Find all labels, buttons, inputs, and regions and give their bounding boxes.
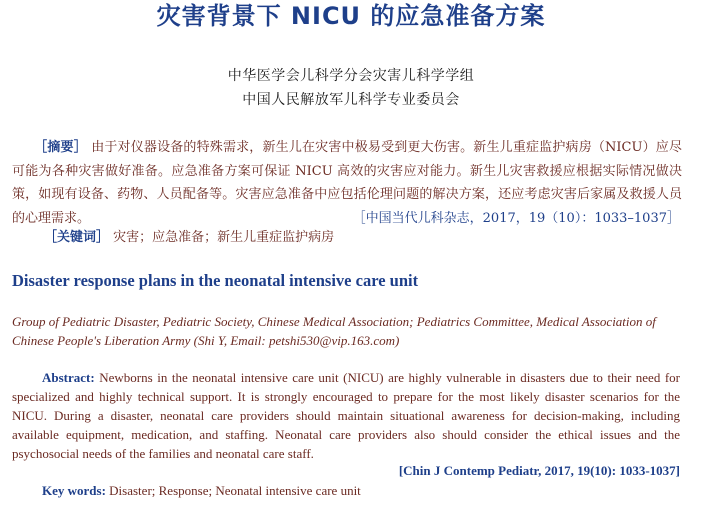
affiliation-en: Group of Pediatric Disaster, Pediatric Society, Chinese Medical Association; Pediatrics Committee, Medical Association of Chinese People's Liberation Army (Shi Y, Email: petshi530@vip.163.com) xyxy=(12,314,656,348)
abstract-en-label: Abstract: xyxy=(42,370,95,385)
affiliation-zh-2: 中国人民解放军儿科学专业委员会 xyxy=(242,92,460,108)
abstract-zh xyxy=(12,136,682,230)
abstract-zh-label: ［摘要］ xyxy=(34,140,87,155)
keywords-en-label: Key words: xyxy=(42,483,106,498)
keywords-zh-text: 灾害；应急准备；新生儿重症监护病房 xyxy=(113,230,335,245)
article-title-en: Disaster response plans in the neonatal intensive care unit xyxy=(12,271,419,290)
abstract-en xyxy=(12,368,680,463)
abstract-en-text: Newborns in the neonatal intensive care unit (NICU) are highly vulnerable in disasters due to their need for specialized and highly technical support. It is strongly encouraged to prepare for the most likely disaster scenarios for the NICU. During a disaster, neonatal care providers should maintain situational awareness for decision-making, including available equipment, medication, and staffing. Neonatal care providers also should consider the ethical issues and the psychosocial needs of the families and neonatal care staff. xyxy=(12,370,681,461)
abstract-zh-text: 由于对仪器设备的特殊需求，新生儿在灾害中极易受到更大伤害。新生儿重症监护病房（NICU）应尽可能为各种灾害做好准备。应急准备方案可保证 NICU 高效的灾害应对能力。新生儿灾害救援应根据实际情况做决策，如现有设备、药物、人员配备等。灾害应急准备中应包括伦理问题的解决方案，还应考虑灾害后家属及救援人员的心理需求。 xyxy=(12,140,682,226)
keywords-zh-label: ［关键词］ xyxy=(44,230,110,245)
citation-en: [Chin J Contemp Pediatr, 2017, 19(10): 1033-1037] xyxy=(398,463,680,478)
keywords-en-text: Disaster; Response; Neonatal intensive care unit xyxy=(109,483,361,498)
keywords-zh xyxy=(44,226,334,245)
citation-zh: ［中国当代儿科杂志，2017，19（10）：1033–1037］ xyxy=(352,210,680,226)
affiliation-zh-1: 中华医学会儿科学分会灾害儿科学学组 xyxy=(227,68,475,84)
article-title-zh: 灾害背景下 NICU 的应急准备方案 xyxy=(156,2,546,30)
keywords-en xyxy=(42,483,361,499)
